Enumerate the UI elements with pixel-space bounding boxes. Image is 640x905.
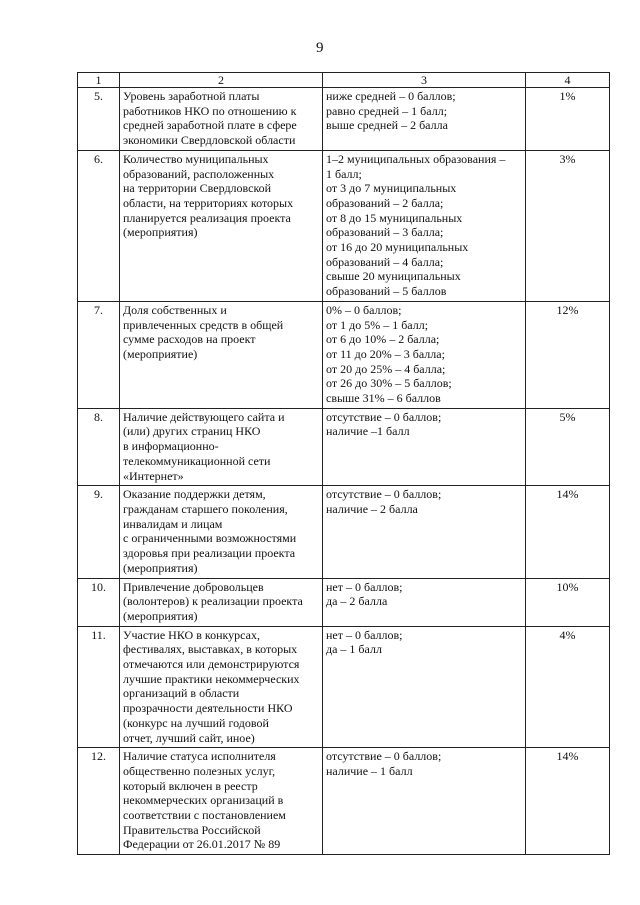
- weight-cell: 10%: [526, 578, 610, 626]
- weight-cell: 5%: [526, 408, 610, 486]
- criterion-line: (волонтеров) к реализации проекта: [123, 594, 303, 609]
- scoring-line: от 16 до 20 муниципальных: [326, 240, 469, 255]
- criterion-line: (мероприятия): [123, 225, 198, 240]
- criterion-line: инвалидам и лицам: [123, 516, 223, 531]
- criterion-line: Количество муниципальных: [123, 151, 269, 166]
- scoring-line: от 8 до 15 муниципальных: [326, 210, 463, 225]
- criterion-line: Федерации от 26.01.2017 № 89: [123, 837, 281, 852]
- scoring-line: отсутствие – 0 баллов;: [326, 487, 442, 502]
- criterion-line: общественно полезных услуг,: [123, 763, 276, 778]
- row-number: 11.: [78, 626, 120, 748]
- table-row: [78, 486, 610, 578]
- criterion-line: Оказание поддержки детям,: [123, 487, 266, 502]
- row-number: 6.: [78, 150, 120, 301]
- row-number: 10.: [78, 578, 120, 626]
- scoring-line: от 20 до 25% – 4 балла;: [326, 361, 446, 376]
- criterion-line: «Интернет»: [123, 468, 184, 483]
- scoring-line: да – 2 балла: [326, 594, 388, 609]
- criterion-line: экономики Свердловской области: [123, 133, 296, 148]
- scoring-line: отсутствие – 0 баллов;: [326, 409, 442, 424]
- scoring-line: выше средней – 2 балла: [326, 118, 448, 133]
- scoring-cell: [323, 88, 526, 151]
- criterion-line: гражданам старшего поколения,: [123, 501, 288, 516]
- scoring-cell: [323, 748, 526, 855]
- table-row: [78, 88, 610, 151]
- header-cell-4: 4: [526, 73, 610, 88]
- row-number: 9.: [78, 486, 120, 578]
- criterion-line: прозрачности деятельности НКО: [123, 701, 293, 716]
- criterion-line: здоровья при реализации проекта: [123, 546, 296, 561]
- criterion-line: который включен в реестр: [123, 778, 258, 793]
- weight-cell: 14%: [526, 486, 610, 578]
- weight-cell: 4%: [526, 626, 610, 748]
- scoring-line: ниже средней – 0 баллов;: [326, 89, 456, 103]
- table-header-row: [78, 73, 610, 88]
- scoring-line: образований – 5 баллов: [326, 284, 447, 299]
- scoring-cell: [323, 578, 526, 626]
- criterion-line: Привлечение добровольцев: [123, 579, 264, 594]
- criterion-line: сумме расходов на проект: [123, 332, 256, 347]
- criterion-line: в информационно-: [123, 439, 219, 454]
- scoring-line: образований – 3 балла;: [326, 225, 444, 240]
- row-number: 12.: [78, 748, 120, 855]
- criterion-line: Доля собственных и: [123, 302, 227, 317]
- criterion-cell: [120, 88, 323, 151]
- scoring-cell: [323, 626, 526, 748]
- weight-cell: 1%: [526, 88, 610, 151]
- weight-cell: 14%: [526, 748, 610, 855]
- header-cell-2: 2: [120, 73, 323, 88]
- criterion-line: Наличие действующего сайта и: [123, 409, 285, 424]
- scoring-line: от 1 до 5% – 1 балл;: [326, 317, 429, 332]
- table-row: [78, 301, 610, 408]
- scoring-line: нет – 0 баллов;: [326, 579, 403, 594]
- scoring-line: наличие – 2 балла: [326, 501, 418, 516]
- table-row: [78, 578, 610, 626]
- criterion-line: привлеченных средств в общей: [123, 317, 284, 332]
- criterion-line: Правительства Российской: [123, 822, 261, 837]
- scoring-line: образований – 2 балла;: [326, 195, 444, 210]
- criterion-line: средней заработной плате в сфере: [123, 118, 297, 133]
- scoring-cell: [323, 150, 526, 301]
- scoring-line: свыше 20 муниципальных: [326, 269, 461, 284]
- criterion-line: на территории Свердловской: [123, 181, 272, 196]
- criterion-line: фестивалях, выставках, в которых: [123, 642, 298, 657]
- scoring-line: да – 1 балл: [326, 642, 382, 657]
- criteria-table-body: [78, 73, 610, 855]
- criterion-line: организаций в области: [123, 686, 240, 701]
- weight-cell: 12%: [526, 301, 610, 408]
- scoring-line: свыше 31% – 6 баллов: [326, 391, 441, 406]
- scoring-line: 1 балл;: [326, 166, 362, 181]
- scoring-line: образований – 4 балла;: [326, 254, 444, 269]
- scoring-line: 0% – 0 баллов;: [326, 302, 402, 317]
- scoring-line: нет – 0 баллов;: [326, 627, 403, 642]
- criterion-line: с ограниченными возможностями: [123, 531, 297, 546]
- scoring-line: равно средней – 1 балл;: [326, 103, 448, 118]
- criterion-line: некоммерческих организаций в: [123, 793, 284, 808]
- criterion-line: (или) других страниц НКО: [123, 424, 261, 439]
- table-row: [78, 748, 610, 855]
- row-number: 7.: [78, 301, 120, 408]
- header-cell-3: 3: [323, 73, 526, 88]
- criteria-table: [77, 72, 610, 855]
- scoring-cell: [323, 486, 526, 578]
- criterion-line: Уровень заработной платы: [123, 89, 260, 103]
- scoring-cell: [323, 301, 526, 408]
- header-cell-1: 1: [78, 73, 120, 88]
- table-row: [78, 150, 610, 301]
- criterion-cell: [120, 486, 323, 578]
- criterion-line: планируется реализация проекта: [123, 210, 291, 225]
- scoring-line: наличие –1 балл: [326, 424, 410, 439]
- criterion-line: образований, расположенных: [123, 166, 275, 181]
- criterion-line: (конкурс на лучший годовой: [123, 715, 269, 730]
- scoring-line: отсутствие – 0 баллов;: [326, 749, 442, 764]
- criterion-line: (мероприятия): [123, 560, 198, 575]
- row-number: 5.: [78, 88, 120, 151]
- scoring-line: от 11 до 20% – 3 балла;: [326, 346, 445, 361]
- scoring-line: от 26 до 30% – 5 баллов;: [326, 376, 452, 391]
- scoring-line: наличие – 1 балл: [326, 763, 413, 778]
- scoring-line: 1–2 муниципальных образования –: [326, 151, 506, 166]
- table-row: [78, 408, 610, 486]
- scoring-cell: [323, 408, 526, 486]
- row-number: 8.: [78, 408, 120, 486]
- criterion-line: Наличие статуса исполнителя: [123, 749, 276, 764]
- criterion-line: лучшие практики некоммерческих: [123, 671, 300, 686]
- scoring-line: от 6 до 10% – 2 балла;: [326, 332, 440, 347]
- criterion-line: работников НКО по отношению к: [123, 103, 297, 118]
- criterion-line: (мероприятия): [123, 608, 198, 623]
- weight-cell: 3%: [526, 150, 610, 301]
- criterion-cell: [120, 301, 323, 408]
- page-number: 9: [316, 40, 324, 56]
- criterion-line: (мероприятие): [123, 346, 198, 361]
- criterion-line: Участие НКО в конкурсах,: [123, 627, 260, 642]
- criterion-cell: [120, 578, 323, 626]
- criterion-line: отчет, лучший сайт, иное): [123, 730, 255, 745]
- criterion-line: телекоммуникационной сети: [123, 453, 271, 468]
- criterion-cell: [120, 748, 323, 855]
- scoring-line: от 3 до 7 муниципальных: [326, 181, 457, 196]
- criterion-cell: [120, 626, 323, 748]
- criterion-cell: [120, 408, 323, 486]
- criterion-cell: [120, 150, 323, 301]
- criterion-line: отмечаются или демонстрируются: [123, 657, 300, 672]
- table-row: [78, 626, 610, 748]
- criterion-line: соответствии с постановлением: [123, 808, 286, 823]
- criterion-line: области, на территориях которых: [123, 195, 294, 210]
